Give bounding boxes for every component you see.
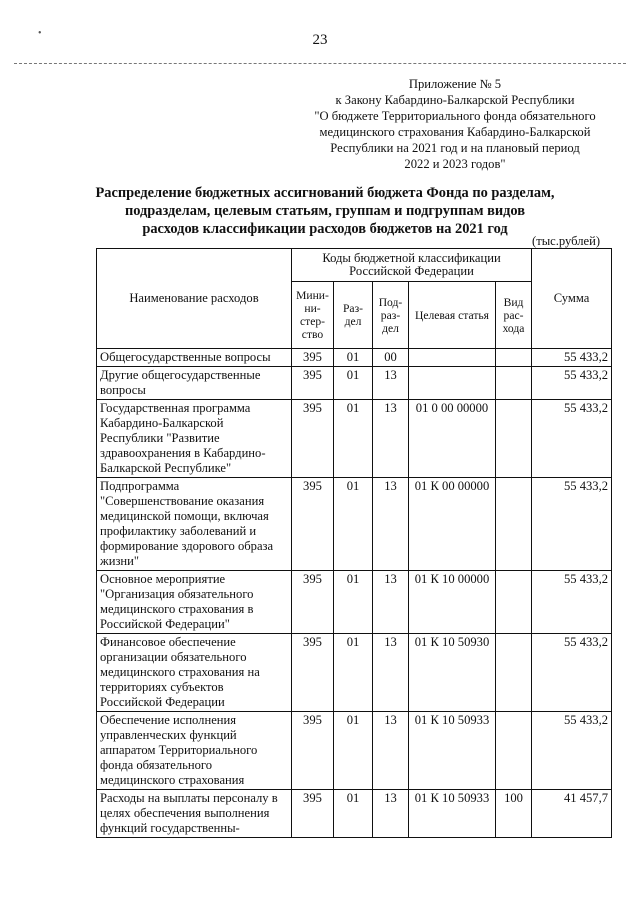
row-ministry: 395	[292, 349, 334, 367]
row-target: 01 К 10 50933	[409, 790, 496, 838]
header-name: Наименование расходов	[97, 249, 292, 349]
row-name: Подпрограмма "Совершенствование оказания медицинской помощи, включая профилактику заболеваний и формирование здорового образа жизни"	[97, 478, 292, 571]
row-sum: 55 433,2	[532, 367, 612, 400]
scan-dashed-rule	[14, 63, 626, 64]
row-target	[409, 349, 496, 367]
appendix-line: 2022 и 2023 годов"	[404, 157, 506, 171]
appendix-line: Республики на 2021 год и на плановый период	[330, 141, 580, 155]
row-expense-type	[496, 571, 532, 634]
table-row	[97, 790, 612, 838]
title-line: подразделам, целевым статьям, группам и подгруппам видов	[124, 203, 526, 219]
row-ministry: 395	[292, 478, 334, 571]
row-target: 01 К 10 50933	[409, 712, 496, 790]
row-name: Обеспечение исполнения управленческих функций аппаратом Территориального фонда обязательного медицинского страхования	[97, 712, 292, 790]
row-sum: 55 433,2	[532, 349, 612, 367]
row-expense-type: 100	[496, 790, 532, 838]
row-sum: 55 433,2	[532, 571, 612, 634]
row-target: 01 К 00 00000	[409, 478, 496, 571]
row-expense-type	[496, 367, 532, 400]
budget-table	[96, 248, 612, 838]
row-subsection: 13	[373, 400, 409, 478]
header-subsection: Под-раз-дел	[373, 282, 409, 349]
header-section: Раз-дел	[334, 282, 373, 349]
header-expense-type: Вид рас-хода	[496, 282, 532, 349]
table-row	[97, 349, 612, 367]
row-section: 01	[334, 634, 373, 712]
row-ministry: 395	[292, 634, 334, 712]
row-ministry: 395	[292, 400, 334, 478]
page-number: 23	[312, 32, 328, 48]
appendix-block	[300, 76, 610, 172]
row-ministry: 395	[292, 571, 334, 634]
header-target: Целевая статья	[409, 282, 496, 349]
table-row	[97, 712, 612, 790]
row-subsection: 13	[373, 571, 409, 634]
row-expense-type	[496, 634, 532, 712]
table-row	[97, 478, 612, 571]
row-section: 01	[334, 367, 373, 400]
appendix-line: "О бюджете Территориального фонда обязательного	[314, 109, 596, 123]
row-expense-type	[496, 349, 532, 367]
row-name: Финансовое обеспечение организации обязательного медицинского страхования на территориях субъектов Российской Федерации	[97, 634, 292, 712]
unit-note: (тыс.рублей)	[532, 234, 601, 248]
row-name: Основное мероприятие "Организация обязательного медицинского страхования в Российской Федерации"	[97, 571, 292, 634]
row-subsection: 13	[373, 790, 409, 838]
row-section: 01	[334, 478, 373, 571]
row-ministry: 395	[292, 790, 334, 838]
row-section: 01	[334, 790, 373, 838]
row-section: 01	[334, 349, 373, 367]
row-target: 01 0 00 00000	[409, 400, 496, 478]
row-ministry: 395	[292, 367, 334, 400]
row-target: 01 К 10 50930	[409, 634, 496, 712]
header-ministry: Мини-ни-стер-ство	[292, 282, 334, 349]
row-target: 01 К 10 00000	[409, 571, 496, 634]
row-subsection: 13	[373, 634, 409, 712]
table-row	[97, 571, 612, 634]
header-codes-group: Коды бюджетной классификации Российской Федерации	[292, 249, 532, 282]
row-sum: 55 433,2	[532, 634, 612, 712]
title-line: расходов классификации расходов бюджетов на 2021 год	[142, 221, 508, 237]
header-sum: Сумма	[532, 249, 612, 349]
row-sum: 55 433,2	[532, 478, 612, 571]
appendix-line: к Закону Кабардино-Балкарской Республики	[335, 93, 575, 107]
row-subsection: 13	[373, 367, 409, 400]
appendix-line: медицинского страхования Кабардино-Балкарской	[319, 125, 591, 139]
table-row	[97, 634, 612, 712]
row-section: 01	[334, 571, 373, 634]
row-expense-type	[496, 712, 532, 790]
title-line: Распределение бюджетных ассигнований бюджета Фонда по разделам,	[95, 185, 555, 201]
row-expense-type	[496, 400, 532, 478]
row-subsection: 13	[373, 712, 409, 790]
row-target	[409, 367, 496, 400]
row-name: Другие общегосударственные вопросы	[97, 367, 292, 400]
row-subsection: 00	[373, 349, 409, 367]
row-expense-type	[496, 478, 532, 571]
row-name: Расходы на выплаты персоналу в целях обеспечения выполнения функций государственны-	[97, 790, 292, 838]
row-name: Общегосударственные вопросы	[97, 349, 292, 367]
row-subsection: 13	[373, 478, 409, 571]
scan-dot: •	[38, 28, 42, 39]
table-row	[97, 367, 612, 400]
row-name: Государственная программа Кабардино-Балкарской Республики "Развитие здравоохранения в Кабардино-Балкарской Республике"	[97, 400, 292, 478]
row-ministry: 395	[292, 712, 334, 790]
row-sum: 41 457,7	[532, 790, 612, 838]
document-title	[90, 184, 560, 238]
appendix-line: Приложение № 5	[408, 77, 502, 91]
row-section: 01	[334, 712, 373, 790]
table-row	[97, 400, 612, 478]
row-section: 01	[334, 400, 373, 478]
row-sum: 55 433,2	[532, 400, 612, 478]
row-sum: 55 433,2	[532, 712, 612, 790]
